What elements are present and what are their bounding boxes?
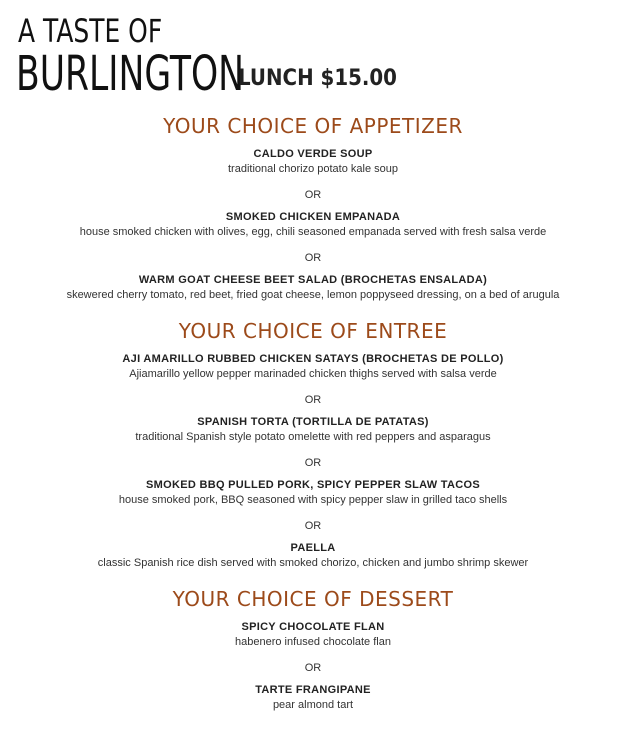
menu-item-description: traditional chorizo potato kale soup [228, 163, 398, 175]
menu-item-name: SMOKED CHICKEN EMPANADA [225, 211, 401, 223]
menu-item-name: CALDO VERDE SOUP [253, 148, 373, 160]
or-separator: OR [304, 252, 322, 264]
menu-item-description: traditional Spanish style potato omelette with red peppers and asparagus [135, 431, 491, 443]
section-title: YOUR CHOICE OF APPETIZER [163, 114, 463, 138]
or-separator: OR [304, 394, 322, 406]
menu-item-name: TARTE FRANGIPANE [255, 684, 371, 696]
menu-item-name: SPICY CHOCOLATE FLAN [241, 621, 385, 633]
menu-section [0, 585, 626, 713]
menu-item-description: pear almond tart [272, 699, 354, 711]
section-title: YOUR CHOICE OF DESSERT [172, 587, 454, 611]
menu-item-name: SMOKED BBQ PULLED PORK, SPICY PEPPER SLAW TACOS [146, 479, 480, 491]
menu-item-description: habenero infused chocolate flan [235, 636, 391, 648]
section-title: YOUR CHOICE OF ENTREE [178, 319, 448, 343]
menu-body [0, 110, 626, 727]
menu-header [0, 0, 626, 110]
menu-item-name: SPANISH TORTA (TORTILLA DE PATATAS) [197, 416, 429, 428]
or-separator: OR [304, 189, 322, 201]
menu-item-description: house smoked pork, BBQ seasoned with spicy pepper slaw in grilled taco shells [118, 494, 508, 506]
menu-item-name: WARM GOAT CHEESE BEET SALAD (BROCHETAS ENSALADA) [138, 274, 488, 286]
menu-item-description: classic Spanish rice dish served with smoked chorizo, chicken and jumbo shrimp skewer [97, 557, 529, 569]
or-separator: OR [304, 520, 322, 532]
lunch-price: LUNCH $15.00 [238, 66, 397, 91]
menu-item-description: Ajiamarillo yellow pepper marinaded chicken thighs served with salsa verde [129, 368, 497, 380]
menu-item-name: PAELLA [290, 542, 336, 554]
menu-item-description: house smoked chicken with olives, egg, chili seasoned empanada served with fresh salsa verde [79, 226, 547, 238]
menu-item-name: AJI AMARILLO RUBBED CHICKEN SATAYS (BROCHETAS DE POLLO) [122, 353, 504, 365]
or-separator: OR [304, 662, 322, 674]
brand-title-line2: BURLINGTON [16, 46, 245, 102]
menu-item-description: skewered cherry tomato, red beet, fried goat cheese, lemon poppyseed dressing, on a bed of arugula [66, 289, 560, 301]
menu-section [0, 112, 626, 303]
menu-section [0, 317, 626, 571]
or-separator: OR [304, 457, 322, 469]
brand-title-line1: A TASTE OF [18, 12, 163, 50]
